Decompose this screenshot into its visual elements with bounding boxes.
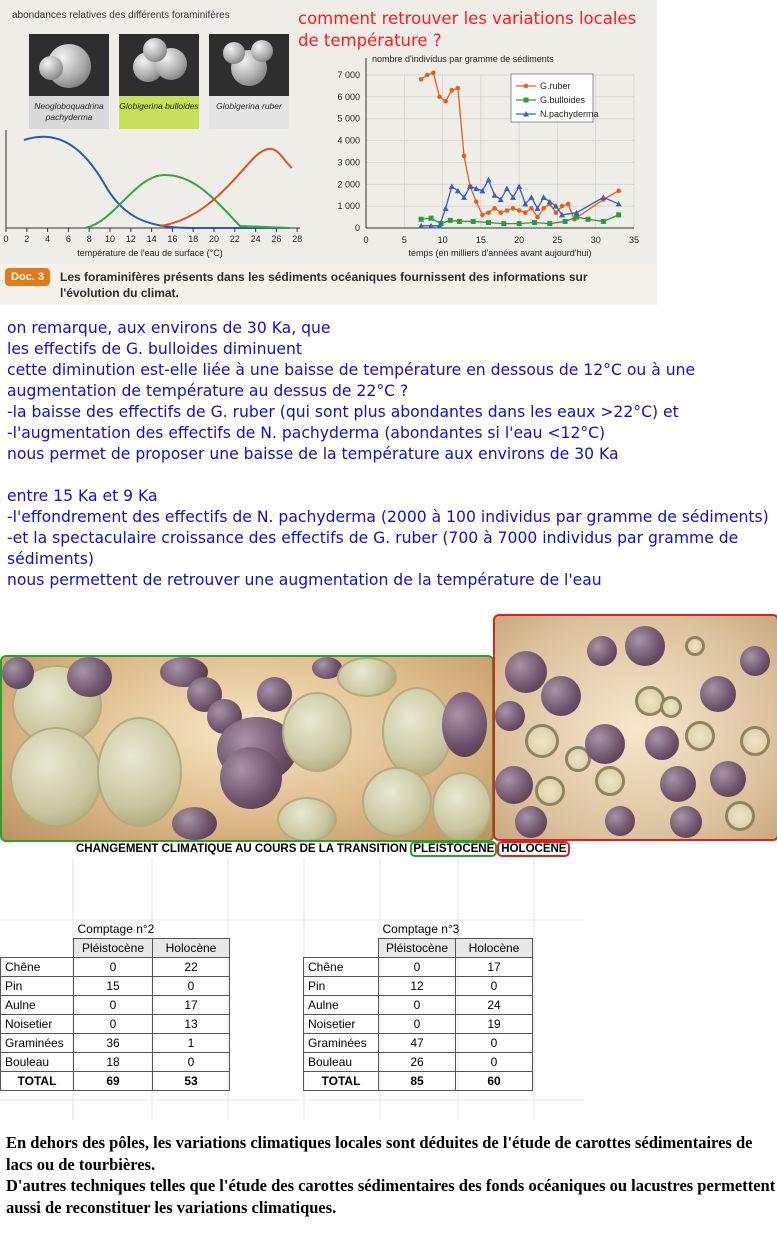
count-table-2	[0, 920, 230, 1091]
x-tick-label: 20	[514, 235, 525, 245]
data-point	[419, 77, 424, 82]
title-prefix: CHANGEMENT CLIMATIQUE AU COURS DE LA TRANSITION	[76, 843, 411, 855]
abundance-chart-title: abondances relatives des différents foraminifères	[12, 10, 230, 21]
timeseries-xlabel: temps (en milliers d'années avant aujourd'hui)	[408, 248, 592, 258]
data-point	[554, 210, 559, 215]
cell-pleistocene: 15	[74, 977, 153, 996]
note-line: -la baisse des effectifs de G. ruber (qui sont plus abondantes dans les eaux >22°C) et	[7, 403, 679, 421]
row-label: Graminées	[304, 1034, 379, 1053]
cell-pleistocene: 36	[74, 1034, 153, 1053]
cell-holocene: 0	[456, 1053, 533, 1072]
x-tick-label: 6	[65, 234, 71, 244]
table-row	[1, 1015, 230, 1034]
data-point	[443, 99, 448, 104]
row-label: Graminées	[1, 1034, 74, 1053]
data-point	[471, 219, 476, 224]
x-tick-label: 18	[188, 234, 199, 244]
note-line: -et la spectaculaire croissance des effectifs de G. ruber (700 à 7000 individus par gramme de sédiments)	[7, 529, 739, 568]
spreadsheet-title	[76, 843, 570, 855]
table-row	[1, 977, 230, 996]
data-point	[523, 210, 528, 215]
x-tick-label: 15	[475, 235, 486, 245]
timeseries-chart	[337, 54, 639, 258]
total-holocene: 53	[153, 1072, 230, 1091]
data-point	[616, 212, 621, 217]
cell-holocene: 0	[153, 977, 230, 996]
table-row	[1, 996, 230, 1015]
x-tick-label: 25	[552, 235, 563, 245]
data-point	[541, 206, 546, 211]
cell-pleistocene: 0	[74, 958, 153, 977]
y-tick-label: 4 000	[337, 135, 360, 146]
x-tick-label: 28	[292, 234, 303, 244]
table-row	[304, 1034, 533, 1053]
cell-holocene: 1	[153, 1034, 230, 1053]
data-point	[560, 204, 565, 209]
y-tick-label: 3 000	[337, 157, 360, 168]
cell-holocene: 19	[456, 1015, 533, 1034]
table-row	[304, 996, 533, 1015]
data-point	[547, 221, 552, 226]
y-tick-label: 2 000	[337, 179, 360, 190]
table-row	[304, 1015, 533, 1034]
data-point	[517, 208, 522, 213]
row-label: Chêne	[1, 958, 74, 977]
x-tick-label: 16	[167, 234, 178, 244]
x-tick-label: 0	[3, 234, 9, 244]
cell-pleistocene: 0	[74, 1015, 153, 1034]
data-point	[498, 210, 503, 215]
cell-pleistocene: 0	[379, 958, 456, 977]
table-row	[1, 1034, 230, 1053]
cell-pleistocene: 26	[379, 1053, 456, 1072]
analysis-notes	[7, 318, 777, 591]
legend-marker	[524, 84, 529, 89]
cell-holocene: 0	[456, 1034, 533, 1053]
table-row	[304, 958, 533, 977]
x-tick-label: 26	[271, 234, 282, 244]
foram-label: Globigerina bulloides	[119, 96, 199, 129]
row-label: Chêne	[304, 958, 379, 977]
doc-badge: Doc. 3	[5, 268, 50, 286]
row-label: Bouleau	[304, 1053, 379, 1072]
col-header-holocene: Holocène	[456, 939, 533, 958]
data-point	[486, 210, 491, 215]
abundance-chart	[3, 130, 302, 258]
cell-pleistocene: 12	[379, 977, 456, 996]
col-header-holocene: Holocène	[153, 939, 230, 958]
y-tick-label: 0	[354, 223, 360, 233]
data-point	[457, 219, 462, 224]
data-point	[419, 217, 424, 222]
data-point	[574, 215, 579, 220]
table-caption: Comptage n°3	[379, 920, 533, 939]
title-holocene: HOLOCENE	[497, 841, 570, 857]
textbook-figure	[0, 0, 657, 305]
x-tick-label: 2	[24, 234, 30, 244]
title-pleistocene: PLEISTOCENE	[410, 841, 497, 857]
total-row	[1, 1072, 230, 1091]
y-tick-label: 5 000	[337, 113, 360, 124]
curve-ruber	[160, 149, 292, 226]
data-point	[532, 220, 537, 225]
x-tick-label: 12	[125, 234, 136, 244]
total-label: TOTAL	[304, 1072, 379, 1091]
y-tick-label: 1 000	[337, 201, 360, 212]
cell-holocene: 24	[456, 996, 533, 1015]
cell-holocene: 22	[153, 958, 230, 977]
note-line: -l'augmentation des effectifs de N. pachyderma (abondantes si l'eau <12°C)	[7, 424, 606, 442]
data-point	[511, 206, 516, 211]
y-tick-label: 6 000	[337, 91, 360, 102]
data-point	[529, 206, 534, 211]
data-point	[437, 95, 442, 100]
x-tick-label: 20	[208, 234, 220, 244]
question-line: comment retrouver les variations locales	[298, 9, 637, 28]
data-point	[492, 206, 497, 211]
data-point	[429, 216, 434, 221]
x-tick-label: 10	[437, 235, 448, 245]
abundance-xlabel: température de l'eau de surface (°C)	[77, 248, 223, 258]
row-label: Pin	[304, 977, 379, 996]
row-label: Aulne	[1, 996, 74, 1015]
data-point	[425, 73, 430, 78]
data-point	[462, 154, 467, 159]
cell-holocene: 17	[456, 958, 533, 977]
data-point	[449, 88, 454, 93]
table-row	[1, 1053, 230, 1072]
total-pleistocene: 85	[379, 1072, 456, 1091]
x-tick-label: 35	[628, 235, 640, 245]
data-point	[480, 213, 485, 218]
row-label: Noisetier	[1, 1015, 74, 1034]
note-line: on remarque, aux environs de 30 Ka, que	[7, 319, 331, 337]
pleistocene-pollen-micrograph	[0, 655, 494, 842]
data-point	[501, 221, 506, 226]
data-point	[566, 202, 571, 207]
cell-pleistocene: 0	[74, 996, 153, 1015]
conclusion-line: D'autres techniques telles que l'étude des carottes sédimentaires des fonds océaniques ou lacustres permettent aussi de reconstituer les variations climatiques.	[6, 1176, 776, 1217]
data-point	[486, 220, 491, 225]
cell-pleistocene: 47	[379, 1034, 456, 1053]
legend-marker	[524, 98, 529, 103]
cell-holocene: 17	[153, 996, 230, 1015]
figure-charts	[0, 0, 657, 305]
total-pleistocene: 69	[74, 1072, 153, 1091]
curve-pachyderma	[24, 137, 290, 228]
data-point	[616, 189, 621, 194]
row-label: Bouleau	[1, 1053, 74, 1072]
x-tick-label: 10	[104, 234, 116, 244]
data-point	[448, 218, 453, 223]
x-tick-label: 30	[590, 235, 601, 245]
y-tick-label: 7 000	[337, 70, 360, 80]
data-point	[517, 221, 522, 226]
data-point	[535, 215, 540, 220]
holocene-pollen-micrograph	[493, 614, 777, 841]
total-row	[304, 1072, 533, 1091]
x-tick-label: 14	[146, 234, 157, 244]
foram-label: Globigerina ruber	[209, 96, 289, 129]
foram-label: Neogloboquadrina pachyderma	[29, 96, 109, 129]
note-line: nous permettent de retrouver une augmentation de la température de l'eau	[7, 571, 602, 589]
col-header-pleistocene: Pléistocène	[74, 939, 153, 958]
table-row	[304, 977, 533, 996]
cell-holocene: 0	[456, 977, 533, 996]
col-header-pleistocene: Pléistocène	[379, 939, 456, 958]
data-point	[505, 208, 510, 213]
count-table-3	[303, 920, 533, 1091]
conclusion-line: En dehors des pôles, les variations climatiques locales sont déduites de l'étude de carottes sédimentaires de lacs ou de tourbières.	[6, 1133, 753, 1174]
note-line: nous permet de proposer une baisse de la température aux environs de 30 Ka	[7, 445, 619, 463]
note-line: entre 15 Ka et 9 Ka	[7, 487, 158, 505]
legend-label: G.ruber	[540, 81, 571, 91]
question-line: de température ?	[298, 31, 442, 50]
data-point	[601, 219, 606, 224]
x-tick-label: 0	[363, 235, 369, 245]
cell-pleistocene: 18	[74, 1053, 153, 1072]
total-label: TOTAL	[1, 1072, 74, 1091]
x-tick-label: 22	[229, 234, 240, 244]
x-tick-label: 8	[86, 234, 92, 244]
data-point	[456, 86, 461, 91]
note-line: cette diminution est-elle liée à une baisse de température en dessous de 12°C ou à une augmentation de température au dessus de 22°C ?	[7, 361, 696, 400]
table-row	[304, 1053, 533, 1072]
table-row	[1, 958, 230, 977]
conclusion-paragraph	[6, 1132, 776, 1218]
data-point	[474, 199, 479, 204]
cell-pleistocene: 0	[379, 1015, 456, 1034]
timeseries-ylabel: nombre d'individus par gramme de sédiments	[372, 54, 554, 64]
note-line: les effectifs de G. bulloides diminuent	[7, 340, 302, 358]
cell-holocene: 13	[153, 1015, 230, 1034]
total-holocene: 60	[456, 1072, 533, 1091]
x-tick-label: 5	[401, 235, 407, 245]
x-tick-label: 24	[250, 234, 261, 244]
legend-label: G.bulloides	[540, 95, 586, 105]
data-point	[563, 219, 568, 224]
row-label: Pin	[1, 977, 74, 996]
cell-holocene: 0	[153, 1053, 230, 1072]
row-label: Aulne	[304, 996, 379, 1015]
cell-pleistocene: 0	[379, 996, 456, 1015]
x-tick-label: 4	[45, 234, 51, 244]
data-point	[586, 217, 591, 222]
data-point	[431, 71, 436, 76]
legend-label: N.pachyderma	[540, 109, 599, 119]
row-label: Noisetier	[304, 1015, 379, 1034]
doc-caption: Les foraminifères présents dans les sédiments océaniques fournissent des informations sur l'évolution du climat.	[60, 270, 588, 300]
note-line: -l'effondrement des effectifs de N. pachyderma (2000 à 100 individus par gramme de sédiments)	[7, 508, 769, 526]
table-caption: Comptage n°2	[74, 920, 230, 939]
